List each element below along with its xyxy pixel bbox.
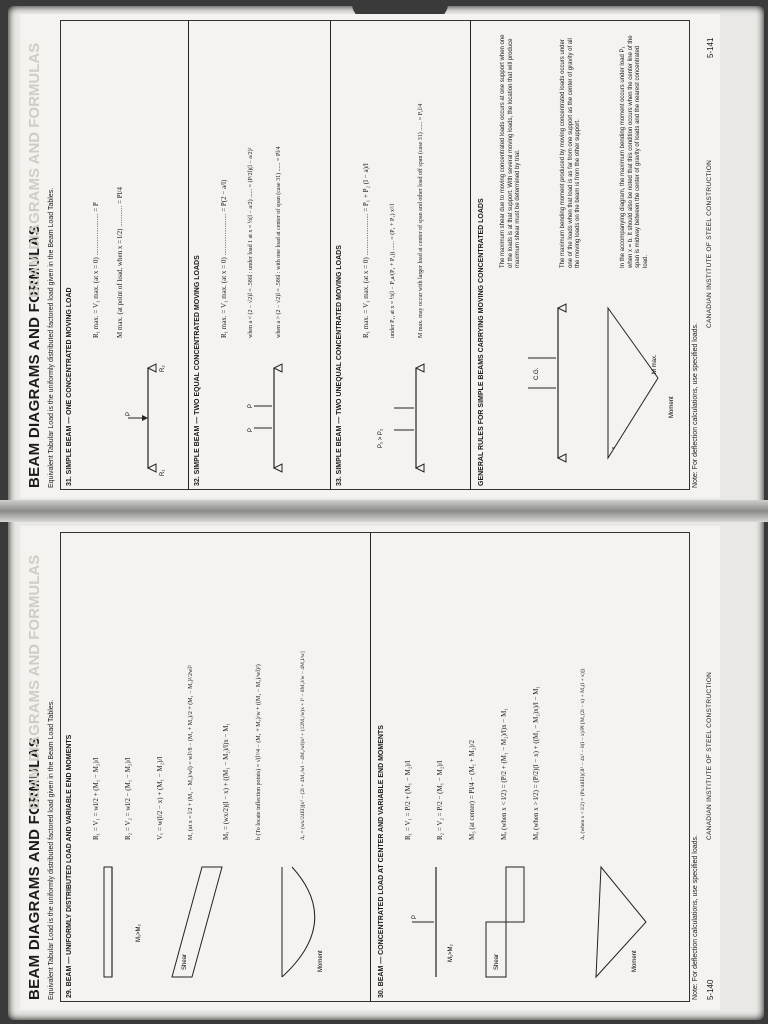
section-29-title: 29. BEAM — UNIFORMLY DISTRIBUTED LOAD AND VARIABLE END MOMENTS xyxy=(66,734,73,998)
svg-text:P: P xyxy=(248,403,254,408)
equation: Mₓ = (wx/2)(l − x) + ((M₁ − M₂)/l)x − M₁ xyxy=(222,723,230,840)
equation: M max. may occur with larger load at center of span and other load off span (case 31) ...... = P₁l/4 xyxy=(418,103,424,338)
equation: R₁ = V₁ = P/2 + (M₁ − M₂)/l xyxy=(404,760,412,840)
general-rules-title: GENERAL RULES FOR SIMPLE BEAMS CARRYING MOVING CONCENTRATED LOADS xyxy=(478,198,485,486)
ghost-title: BEAM DIAGRAMS AND FORMULAS xyxy=(26,554,43,810)
svg-text:R₁: R₁ xyxy=(160,469,166,476)
svg-text:Moment: Moment xyxy=(669,396,675,418)
equation: Mₓ (when x < l/2) = (P/2 + (M₁ − M₂)/l)x − M₁ xyxy=(500,708,508,840)
equation: b (To locate inflection points) = √(l²/4 − (M₁ + M₂)/w + ((M₁ − M₂)/wl)²) xyxy=(256,664,262,840)
beam-diagram-29 xyxy=(82,852,362,992)
svg-text:Moment: Moment xyxy=(632,950,638,972)
svg-text:P: P xyxy=(412,914,418,919)
equation: Vₓ = w(l/2 − x) + (M₁ − M₂)/l xyxy=(156,756,164,840)
rule-paragraph: In the accompanying diagram, the maximum bending moment occurs under load P₁ when x = b. It should also be noted that this condition occurs when the center line of the span is midway between the center of gravity of loads and the nearest concentrated load. xyxy=(620,35,649,268)
rule-paragraph: The maximum bending moment produced by moving concentrated loads occurs under one of the loads when that load is as far from one support as the center of gravity of all the moving loads on the beam is from the other support. xyxy=(560,38,581,268)
deflection-note: Note: For deflection calculations, use specified loads. xyxy=(692,323,699,488)
equation: M₃ (at x = l/2 + (M₁ − M₂)/wl) = wl²/8 − (M₁ + M₂)/2 + (M₁ − M₂)²/2wl² xyxy=(188,665,194,840)
equation: R₁ max. = V₁ max. (at x = 0) ........................ = P(2 − a/l) xyxy=(220,179,228,338)
book-spine xyxy=(0,500,768,522)
page-title: BEAM DIAGRAMS AND FORMULAS xyxy=(26,736,43,1000)
svg-text:M₁>M₂: M₁>M₂ xyxy=(448,944,454,962)
svg-text:Moment: Moment xyxy=(318,950,324,972)
section-30-title: 30. BEAM — CONCENTRATED LOAD AT CENTER AND VARIABLE END MOMENTS xyxy=(378,725,385,998)
page-subtitle: Equivalent Tabular Load is the uniformly distributed factored load given in the Beam Load Tables. xyxy=(48,187,55,488)
equation: M₃ (at center) = Pl/4 − (M₁ + M₂)/2 xyxy=(468,739,476,840)
page-number: 5-141 xyxy=(706,37,715,58)
page-title: BEAM DIAGRAMS AND FORMULAS xyxy=(26,224,43,488)
equation: Mₓ (when x > l/2) = (P/2)(l − x) + ((M₁ − M₂)x)/l − M₁ xyxy=(532,686,540,840)
equation: when a < (2 − √2)l = .586l : under load 1 at x = ½(l − a/2) ...... = (P/2l)(l − a/2)² xyxy=(248,147,254,338)
beam-diagram-31 xyxy=(108,358,168,478)
beam-diagram-32 xyxy=(234,358,294,478)
equation: Δₓ = (wx/24EI)[x³ − (2l + 4M₁/wl − 4M₂/wl)x² + (12M₁/w)x + l³ − 8M₁l/w − 4M₂l/w] xyxy=(300,651,306,840)
equation: R₁ max. = V₁ max. (at x = 0) ........................ = P₁ + P₂ (l − a)/l xyxy=(362,163,370,338)
equation: Δₓ (when x < l/2) = (Px/48EI)(3l² − 4x² − 8(l − x)/Pl [M₁(2l − x) + M₂(l + x)]) xyxy=(580,668,586,840)
equation: R₂ = V₂ = P/2 − (M₁ − M₂)/l xyxy=(436,760,444,840)
equation: M max. (at point of load, when x = l/2) ............ = Pl/4 xyxy=(116,187,124,338)
section-33-title: 33. SIMPLE BEAM — TWO UNEQUAL CONCENTRATED MOVING LOADS xyxy=(336,245,343,486)
publisher: CANADIAN INSTITUTE OF STEEL CONSTRUCTION xyxy=(706,159,713,328)
page-5-140 xyxy=(20,526,720,1010)
moving-loads-diagram xyxy=(508,288,678,478)
page-5-141 xyxy=(20,14,720,498)
page-subtitle: Equivalent Tabular Load is the uniformly distributed factored load given in the Beam Load Tables. xyxy=(48,699,55,1000)
equation: R₁ = V₁ = wl/2 + (M₁ − M₂)/l xyxy=(92,757,100,840)
svg-text:M max.: M max. xyxy=(652,354,658,374)
beam-diagram-33 xyxy=(370,358,440,478)
equation: when a > (2 − √2)l = .586l : with one load at center of span (case 31) ...... = Pl/4 xyxy=(276,146,282,338)
svg-text:C.G.: C.G. xyxy=(534,367,540,380)
section-32-title: 32. SIMPLE BEAM — TWO EQUAL CONCENTRATED MOVING LOADS xyxy=(194,255,201,486)
svg-text:M₁>M₂: M₁>M₂ xyxy=(136,924,142,942)
equation: R₁ max. = V₁ max. (at x = 0) ........................ = P xyxy=(92,202,100,338)
equation: under P₁, at x = ½(l − P₂a/(P₁ + P₂)) ...... = (P₁ + P₂) x²/l xyxy=(390,203,396,338)
page-number: 5-140 xyxy=(706,979,715,1000)
svg-text:P: P xyxy=(248,427,254,432)
ghost-title: BEAM DIAGRAMS AND FORMULAS xyxy=(26,42,43,298)
deflection-note: Note: For deflection calculations, use specified loads. xyxy=(692,835,699,1000)
beam-diagram-30 xyxy=(396,852,676,992)
publisher: CANADIAN INSTITUTE OF STEEL CONSTRUCTION xyxy=(706,671,713,840)
svg-text:P: P xyxy=(126,411,132,416)
svg-text:R₂: R₂ xyxy=(160,365,166,372)
svg-text:Shear: Shear xyxy=(494,953,500,970)
equation: R₂ = V₂ = wl/2 − (M₁ − M₂)/l xyxy=(124,757,132,840)
section-31-title: 31. SIMPLE BEAM — ONE CONCENTRATED MOVING LOAD xyxy=(66,287,73,486)
rule-paragraph: The maximum shear due to moving concentrated loads occurs at one support when one of the loads is at that support. With several moving loads, the location that will produce maximum shear must be determined by trial. xyxy=(500,34,521,268)
svg-text:Shear: Shear xyxy=(182,953,188,970)
p1-gt-p2-label: P₁ > P₂ xyxy=(378,428,384,448)
